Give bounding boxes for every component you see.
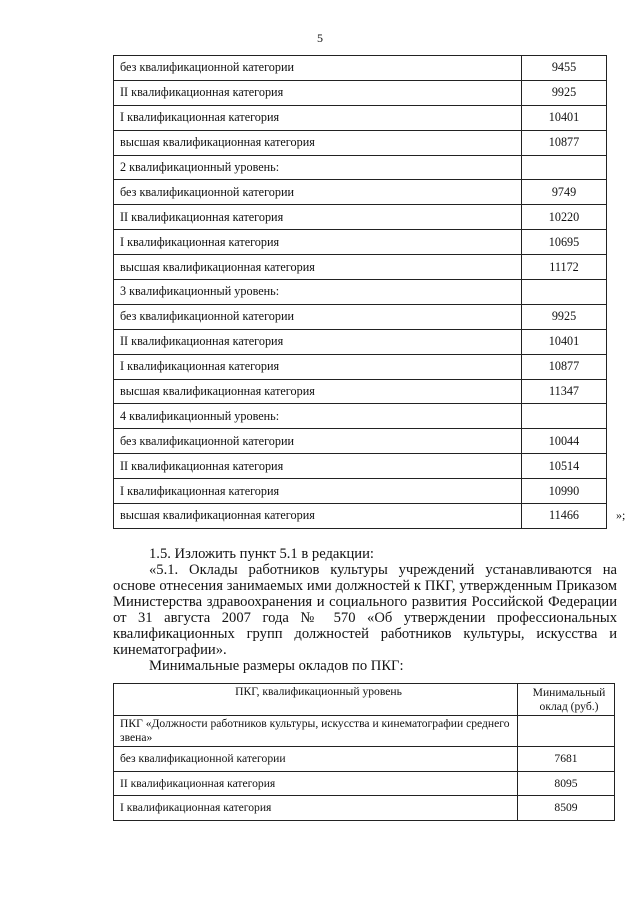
table-row: [114, 180, 607, 205]
row-value: 9925: [522, 304, 607, 329]
row-label: II квалификационная категория: [114, 454, 522, 479]
row-value: 9455: [522, 56, 607, 81]
row-label: II квалификационная категория: [114, 329, 522, 354]
row-value: 10990: [522, 479, 607, 504]
row-label: высшая квалификационная категория: [114, 504, 522, 529]
group-value: [518, 716, 615, 747]
row-label: без квалификационной категории: [114, 429, 522, 454]
table-row: [114, 56, 607, 81]
table-row: [114, 304, 607, 329]
table-row: [114, 130, 607, 155]
item-1-5: 1.5. Изложить пункт 5.1 в редакции:: [149, 546, 374, 562]
row-value: [522, 280, 607, 305]
min-salary-table: [113, 683, 615, 821]
row-label: 3 квалификационный уровень:: [114, 280, 522, 305]
row-label: I квалификационная категория: [114, 354, 522, 379]
row-value: 10401: [522, 105, 607, 130]
row-value: 10514: [522, 454, 607, 479]
row-value: 10877: [522, 354, 607, 379]
table-row: [114, 379, 607, 404]
row-label: 2 квалификационный уровень:: [114, 155, 522, 180]
row-value: 9749: [522, 180, 607, 205]
group-label: ПКГ «Должности работников культуры, искусства и кинематографии среднего звена»: [114, 716, 518, 747]
table-row: [114, 479, 607, 504]
table-row: [114, 155, 607, 180]
salary-table-continued: [113, 55, 607, 529]
row-value: 7681: [518, 747, 615, 772]
row-label: без квалификационной категории: [114, 56, 522, 81]
row-label: II квалификационная категория: [114, 205, 522, 230]
group-row: [114, 716, 615, 747]
table-row: [114, 747, 615, 772]
row-label: без квалификационной категории: [114, 304, 522, 329]
row-value: 11172: [522, 255, 607, 280]
row-label: 4 квалификационный уровень:: [114, 404, 522, 429]
table-row: [114, 404, 607, 429]
page-number: 5: [317, 31, 323, 45]
row-value: [522, 155, 607, 180]
row-label: I квалификационная категория: [114, 796, 518, 821]
row-label: без квалификационной категории: [114, 747, 518, 772]
row-label: II квалификационная категория: [114, 771, 518, 796]
table-row: [114, 205, 607, 230]
row-label: I квалификационная категория: [114, 230, 522, 255]
row-value: 11347: [522, 379, 607, 404]
row-value: 9925: [522, 80, 607, 105]
table-row: [114, 504, 607, 529]
table-row: [114, 230, 607, 255]
header-value: Минимальный оклад (руб.): [518, 684, 615, 716]
table-row: [114, 105, 607, 130]
row-value: 10044: [522, 429, 607, 454]
table-row: [114, 280, 607, 305]
row-label: высшая квалификационная категория: [114, 255, 522, 280]
table-row: [114, 771, 615, 796]
row-label: II квалификационная категория: [114, 80, 522, 105]
paragraph-5-1: «5.1. Оклады работников культуры учреждений устанавливаются на основе отнесения занимаемых ими должностей к ПКГ, утвержденным Приказом Министерства здравоохранения и социального развития Российской Федерации от 31 августа 2007 года № 570 «Об утверждении профессиональных квалификационных групп должностей работников культуры, искусства и кинематографии».: [113, 562, 617, 658]
header-name: ПКГ, квалификационный уровень: [114, 684, 518, 716]
row-label: I квалификационная категория: [114, 479, 522, 504]
row-value: 10695: [522, 230, 607, 255]
row-value: [522, 404, 607, 429]
row-value: 10401: [522, 329, 607, 354]
row-value: 8095: [518, 771, 615, 796]
body-text: [113, 546, 617, 674]
row-value: 11466: [522, 504, 607, 529]
row-label: без квалификационной категории: [114, 180, 522, 205]
table-row: [114, 255, 607, 280]
table-row: [114, 354, 607, 379]
row-label: I квалификационная категория: [114, 105, 522, 130]
row-value: 10220: [522, 205, 607, 230]
table-row: [114, 80, 607, 105]
row-label: высшая квалификационная категория: [114, 379, 522, 404]
row-value: 8509: [518, 796, 615, 821]
table-row: [114, 329, 607, 354]
table-row: [114, 454, 607, 479]
table-row: [114, 796, 615, 821]
table-row: [114, 429, 607, 454]
closing-quote: »;: [616, 508, 626, 522]
row-label: высшая квалификационная категория: [114, 130, 522, 155]
min-sizes-caption: Минимальные размеры окладов по ПКГ:: [149, 658, 404, 674]
row-value: 10877: [522, 130, 607, 155]
table-header-row: [114, 684, 615, 716]
